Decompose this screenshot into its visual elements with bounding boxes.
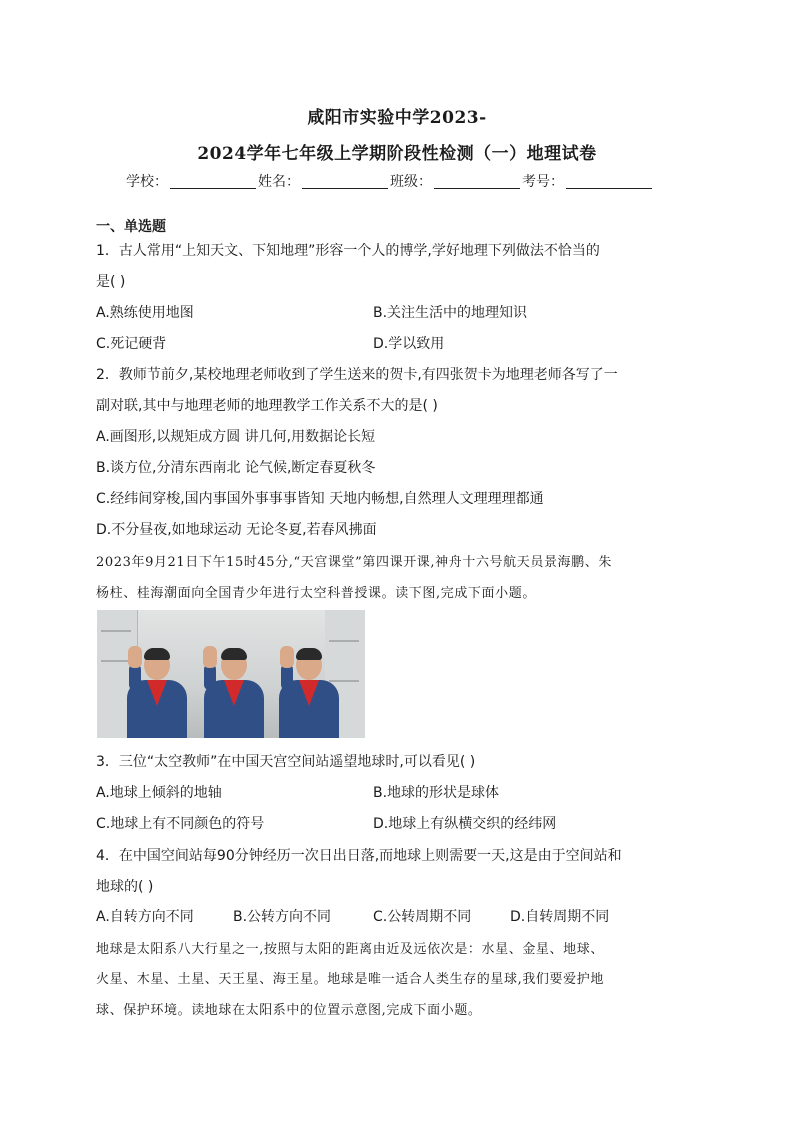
q2-option-d: D.不分昼夜,如地球运动 无论冬夏,若春风拂面	[96, 522, 377, 538]
q1-stem-line2: 是( )	[96, 274, 126, 290]
passage1-line2: 杨柱、桂海潮面向全国青少年进行太空科普授课。读下图,完成下面小题。	[96, 586, 536, 601]
name-blank	[302, 174, 388, 189]
q4-option-d: D.自转周期不同	[510, 909, 610, 925]
q3-option-c: C.地球上有不同颜色的符号	[96, 816, 265, 832]
q3-option-a: A.地球上倾斜的地轴	[96, 785, 222, 801]
q4-stem-line1: 4．在中国空间站每90分钟经历一次日出日落,而地球上则需要一天,这是由于空间站和	[96, 848, 622, 864]
q4-option-b: B.公转方向不同	[233, 909, 332, 925]
class-label: 班级：	[390, 174, 432, 190]
q2-stem-line1: 2．教师节前夕,某校地理老师收到了学生送来的贺卡,有四张贺卡为地理老师各写了一	[96, 367, 618, 383]
astronaut-figure	[198, 642, 270, 738]
q4-stem-line2: 地球的( )	[96, 879, 154, 895]
class-blank	[434, 174, 520, 189]
q2-option-c: C.经纬间穿梭,国内事国外事事事皆知 天地内畅想,自然理人文理理理都通	[96, 491, 544, 507]
q1-option-d: D.学以致用	[373, 336, 445, 352]
q1-option-b: B.关注生活中的地理知识	[373, 305, 528, 321]
q2-stem-line2: 副对联,其中与地理老师的地理教学工作关系不大的是( )	[96, 398, 438, 414]
q4-option-c: C.公转周期不同	[373, 909, 472, 925]
name-label: 姓名：	[258, 174, 300, 190]
q3-option-d: D.地球上有纵横交织的经纬网	[373, 816, 557, 832]
number-blank	[566, 174, 652, 189]
q1-stem-line1: 1．古人常用“上知天文、下知地理”形容一个人的博学,学好地理下列做法不恰当的	[96, 243, 600, 259]
school-label: 学校：	[126, 174, 168, 190]
astronaut-figure	[273, 642, 345, 738]
q1-option-c: C.死记硬背	[96, 336, 167, 352]
passage2-line2: 火星、木星、土星、天王星、海王星。地球是唯一适合人类生存的星球,我们要爱护地	[96, 972, 604, 987]
passage2-line1: 地球是太阳系八大行星之一,按照与太阳的距离由近及远依次是：水星、金星、地球、	[96, 942, 604, 957]
q1-option-a: A.熟练使用地图	[96, 305, 194, 321]
q2-option-b: B.谈方位,分清东西南北 论气候,断定春夏秋冬	[96, 460, 376, 476]
exam-title-line2: 2024学年七年级上学期阶段性检测（一）地理试卷	[197, 144, 597, 164]
q3-stem-line1: 3．三位“太空教师”在中国天宫空间站遥望地球时,可以看见( )	[96, 754, 476, 770]
astronaut-figure	[121, 642, 193, 738]
q2-option-a: A.画图形,以规矩成方圆 讲几何,用数据论长短	[96, 429, 376, 445]
exam-title-line1: 咸阳市实验中学2023-	[307, 108, 487, 128]
section-title: 一、单选题	[96, 219, 166, 235]
school-blank	[170, 174, 256, 189]
passage2-line3: 球、保护环境。读地球在太阳系中的位置示意图,完成下面小题。	[96, 1003, 482, 1018]
q4-option-a: A.自转方向不同	[96, 909, 194, 925]
passage1-line1: 2023年9月21日下午15时45分,“天宫课堂”第四课开课,神舟十六号航天员景海鹏、朱	[96, 555, 612, 570]
number-label: 考号：	[522, 174, 564, 190]
astronauts-photo	[97, 610, 365, 738]
student-info-row	[126, 171, 654, 191]
q3-option-b: B.地球的形状是球体	[373, 785, 500, 801]
